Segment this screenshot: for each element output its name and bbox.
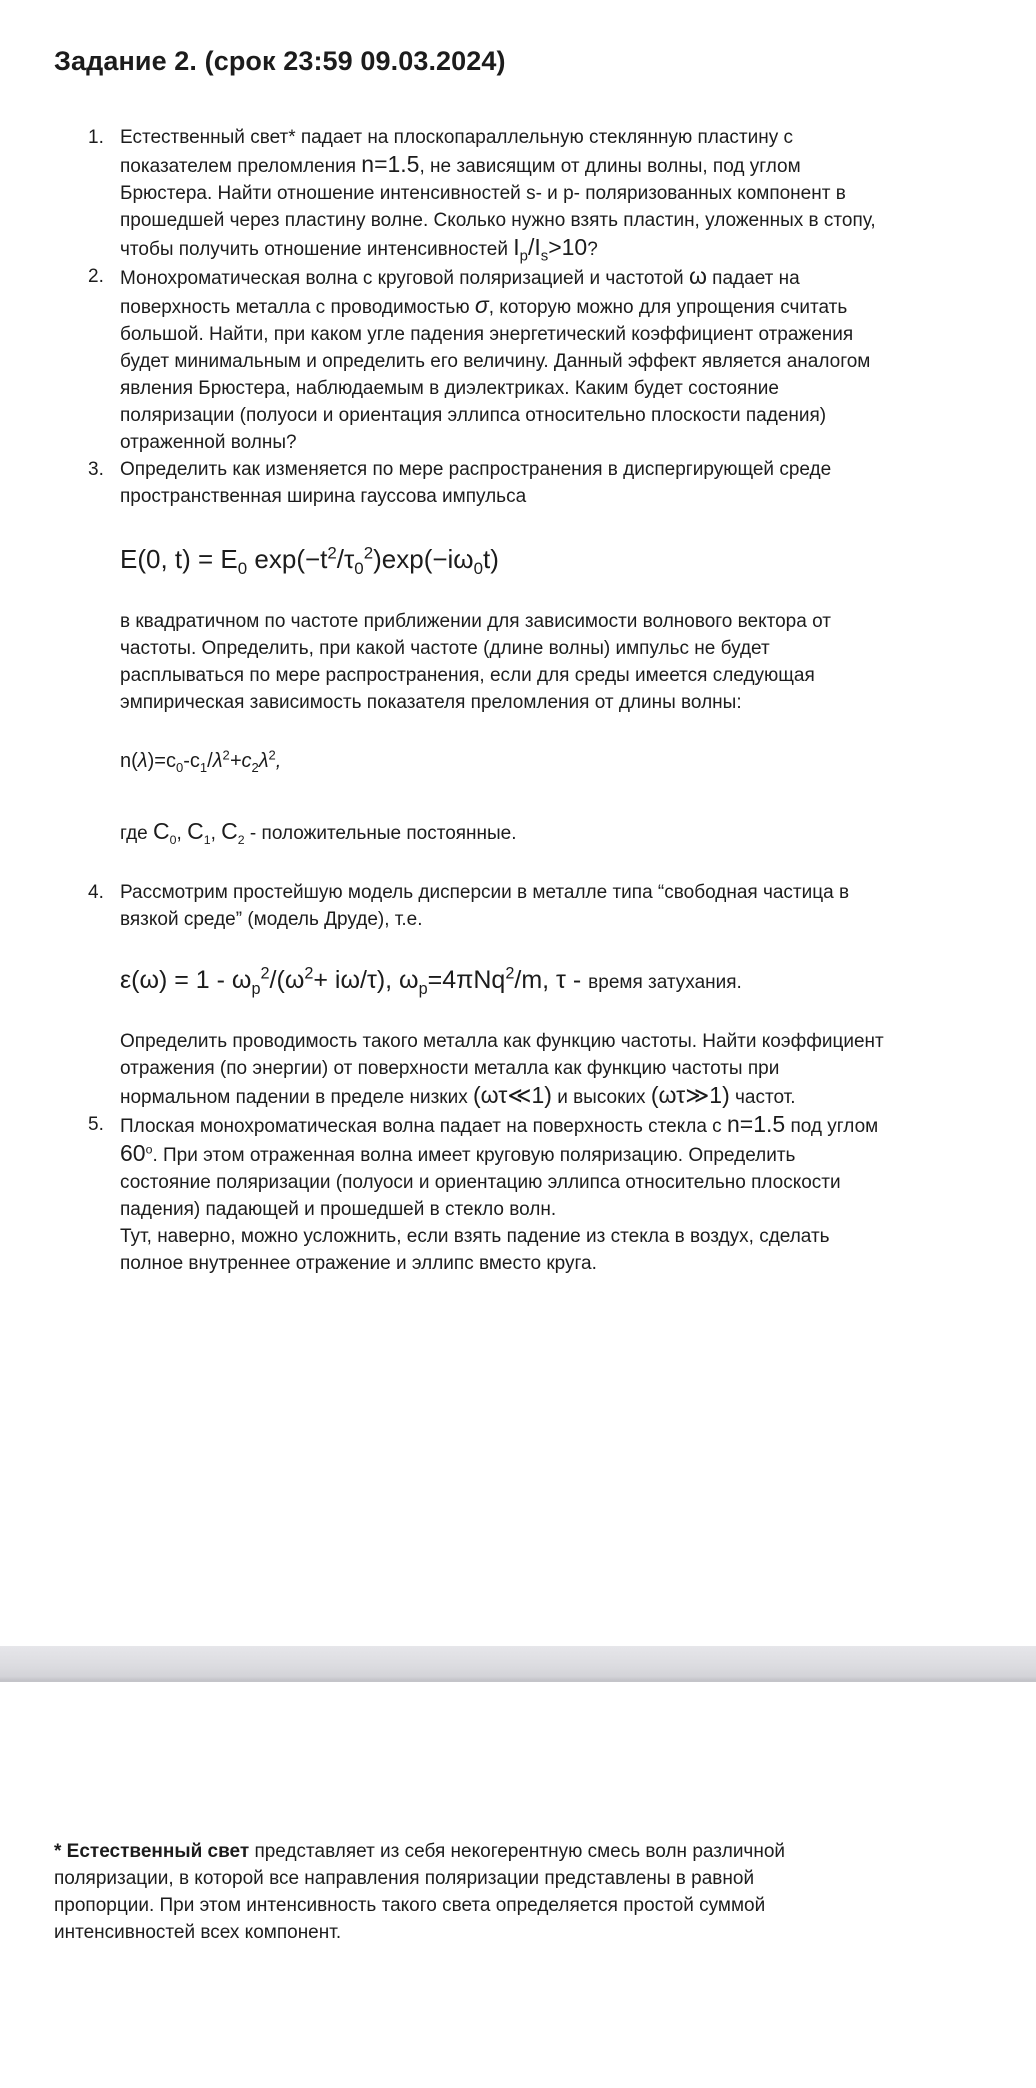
task-text <box>120 1111 890 1277</box>
lambda-symbol: λ <box>137 750 148 772</box>
text-fragment: частот. <box>729 1087 796 1108</box>
formula-part: -c <box>183 750 200 772</box>
text-fragment: , которую можно для упрощения считать большой. Найти, при каком угле падения энергетический коэффициент отражения будет минимальным и определить его величину. Данный эффект является аналогом явления Брюстера, наблюдаемым в диэлектриках. Каким будет состояние поляризации (полуоси и ориентация эллипса относительно плоскости падения) отраженной волны? <box>120 297 871 453</box>
refractive-index-formula <box>120 746 890 776</box>
formula-sub: 2 <box>237 832 245 847</box>
symbol: >10 <box>548 234 588 260</box>
text-fragment: , <box>176 823 188 844</box>
formula-sub: 1 <box>199 760 208 775</box>
task-note: Тут, наверно, можно усложнить, если взять падение из стекла в воздух, сделать полное внутреннее отражение и эллипс вместо круга. <box>120 1226 830 1274</box>
formula-sup: 2 <box>222 747 230 763</box>
formula-part: ε(ω) = 1 - ω <box>120 966 252 994</box>
text-fragment: Естественный свет* падает на плоскопараллельную стеклянную пластину с показателем преломления <box>120 127 794 177</box>
footnote-text: представляет из себя некогерентную смесь волн различной поляризации, в которой все направления поляризации представлены в равной пропорции. При этом интенсивность такого света определяется простой суммой интенсивностей всех компонент. <box>54 1841 786 1943</box>
formula-sub: 2 <box>251 760 259 775</box>
drude-formula <box>120 965 890 998</box>
formula-part: /(ω <box>269 966 305 994</box>
formula-part: =4πNq <box>427 966 506 994</box>
formula-sub: 0 <box>354 559 364 579</box>
incidence-angle: 60 <box>120 1140 146 1166</box>
formula-caption: время затухания. <box>588 972 742 993</box>
lambda-symbol: λ <box>212 750 223 772</box>
formula-part: /m, τ - <box>514 966 589 994</box>
page-break <box>0 1646 1036 1682</box>
task-text <box>120 263 890 456</box>
task-3 <box>0 456 890 847</box>
formula-sup: 2 <box>363 543 374 563</box>
formula-part: + iω/τ), ω <box>313 966 419 994</box>
task-5 <box>0 1111 890 1277</box>
refractive-index: n=1.5 <box>361 151 420 177</box>
formula-part: n( <box>120 750 138 772</box>
formula-part: / <box>207 750 213 772</box>
formula-sub: 0 <box>237 559 248 579</box>
high-frequency-limit: (ωτ≫1) <box>650 1082 730 1108</box>
subscript: p <box>519 247 528 265</box>
text-fragment: где <box>120 823 154 844</box>
task-number: 3. <box>88 459 104 480</box>
omega-symbol: ω <box>688 263 707 289</box>
formula-sub: p <box>418 980 428 998</box>
page-break-edge <box>0 1680 1036 1682</box>
text-fragment: - положительные постоянные. <box>244 823 517 844</box>
symbol: I <box>513 234 520 260</box>
formula-sup: 2 <box>505 964 515 983</box>
formula-part: exp(−t <box>247 544 328 574</box>
text-fragment: ? <box>587 239 598 260</box>
task-number: 4. <box>88 882 104 903</box>
constant-symbol: C <box>187 818 204 844</box>
formula-sub: 1 <box>203 832 211 847</box>
task-1 <box>0 124 890 263</box>
formula-sub: 0 <box>169 832 177 847</box>
formula-sup: 2 <box>268 747 276 763</box>
subscript: s <box>540 247 549 265</box>
constant-symbol: C <box>153 818 170 844</box>
formula-sup: 2 <box>260 964 270 983</box>
task-2 <box>0 263 890 456</box>
refractive-index: n=1.5 <box>726 1111 786 1137</box>
task-list <box>0 124 1036 1277</box>
formula-part: )exp(−iω <box>373 544 474 574</box>
task-tail <box>120 1028 890 1111</box>
formula-part: /τ <box>336 544 355 574</box>
symbol: /I <box>527 234 541 260</box>
lambda-symbol: λ <box>258 750 269 772</box>
task-intro: Определить как изменяется по мере распространения в диспергирующей среде пространственная ширина гауссова импульса <box>120 459 832 507</box>
formula-part: , <box>275 750 282 772</box>
task-4 <box>0 879 890 1111</box>
text-fragment: и высоких <box>551 1087 651 1108</box>
formula-part: E(0, t) = E <box>120 544 238 574</box>
task-intro: Рассмотрим простейшую модель дисперсии в металле типа “свободная частица в вязкой среде” (модель Друде), т.е. <box>120 882 850 930</box>
text-fragment: Определить проводимость такого металла как функцию частоты. Найти коэффициент отражения (по энергии) от поверхности металла как функцию частоты при нормальном падении в пределе низких <box>120 1031 884 1108</box>
text-fragment: падает на поверхность металла с проводимостью <box>120 268 800 318</box>
footnote-term: * Естественный свет <box>54 1841 250 1862</box>
formula-sub: p <box>251 980 261 998</box>
task-number: 5. <box>88 1114 104 1135</box>
formula-part: +c <box>229 750 252 772</box>
intensity-ratio <box>513 234 588 265</box>
constants-line <box>120 818 890 847</box>
formula-part: )=c <box>147 750 176 772</box>
formula-sub: 0 <box>175 760 184 775</box>
text-fragment: , не зависящим от длины волны, под углом Брюстера. Найти отношение интенсивностей s- и p- поляризованных компонент в прошедшей через пластину волне. Сколько нужно взять пластин, уложенных в стопу, чтобы получить отношение интенсивностей <box>120 156 876 260</box>
low-frequency-limit: (ωτ≪1) <box>473 1082 552 1108</box>
text-fragment: . При этом отраженная волна имеет круговую поляризацию. Определить состояние поляризации (полуоси и ориентацию эллипса относительно плоскости падения) падающей и прошедшей в стекло волн. <box>120 1145 841 1220</box>
gaussian-pulse-formula <box>120 543 890 579</box>
formula-part: t) <box>483 544 499 574</box>
task-text <box>120 124 890 263</box>
page-title: Задание 2. (срок 23:59 09.03.2024) <box>54 46 506 76</box>
formula-sup: 2 <box>327 543 337 563</box>
text-fragment: Плоская монохроматическая волна падает на поверхность стекла с <box>120 1116 727 1137</box>
constant-symbol: C <box>221 818 238 844</box>
task-middle-text: в квадратичном по частоте приближении для зависимости волнового вектора от частоты. Определить, при какой частоте (длине волны) импульс не будет расплываться по мере распространения, если для среды имеется следующая эмпирическая зависимость показателя преломления от длины волны: <box>120 611 831 713</box>
formula-sup: 2 <box>304 964 314 983</box>
formula-sub: 0 <box>473 559 484 579</box>
footnote <box>54 1838 854 1946</box>
text-fragment: , <box>210 823 222 844</box>
task-number: 1. <box>88 127 104 148</box>
text-fragment: Монохроматическая волна с круговой поляризацией и частотой <box>120 268 689 289</box>
text-fragment: под углом <box>785 1116 879 1137</box>
sigma-symbol: σ <box>474 292 489 318</box>
task-number: 2. <box>88 266 104 287</box>
degree-sign: o <box>145 1142 153 1157</box>
